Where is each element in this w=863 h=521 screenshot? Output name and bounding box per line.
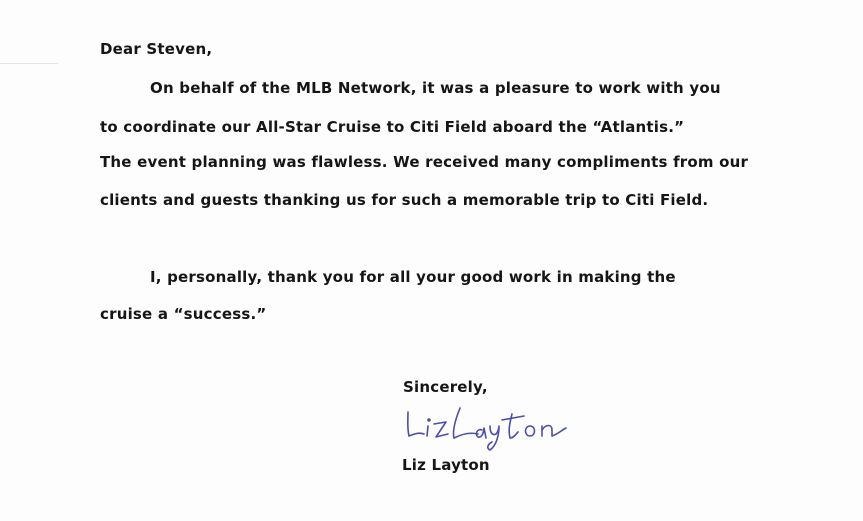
handwritten-signature [402, 404, 587, 454]
closing: Sincerely, [403, 378, 488, 396]
scan-artifact-line [0, 63, 58, 64]
salutation: Dear Steven, [100, 40, 213, 58]
body-line: to coordinate our All-Star Cruise to Citi Field aboard the “Atlantis.” [100, 118, 685, 136]
body-line: I, personally, thank you for all your good work in making the [150, 268, 676, 286]
signer-name: Liz Layton [402, 456, 490, 474]
body-line: On behalf of the MLB Network, it was a pleasure to work with you [150, 79, 721, 97]
body-line: clients and guests thanking us for such a memorable trip to Citi Field. [100, 191, 709, 209]
body-line: cruise a “success.” [100, 305, 267, 323]
body-line: The event planning was flawless. We received many compliments from our [100, 153, 749, 171]
